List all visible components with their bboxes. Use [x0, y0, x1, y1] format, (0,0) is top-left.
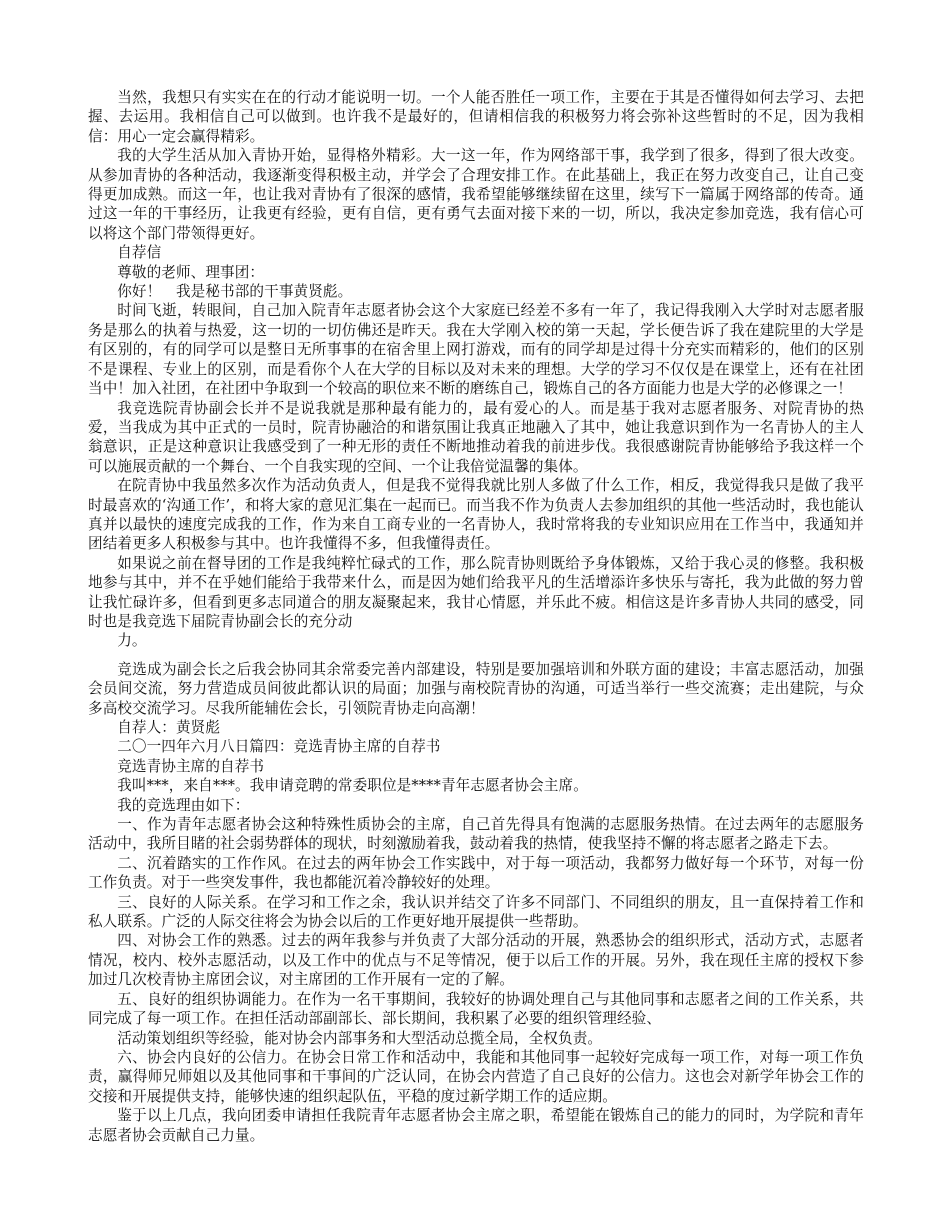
- list-item: 五、良好的组织协调能力。在作为一名干事期间，我较好的协调处理自己与其他同事和志愿者之间的工作关系，共同完成了每一项工作。在担任活动部副部长、部长期间，我积累了必要的组织管理经验、: [88, 990, 864, 1028]
- paragraph: 鉴于以上几点，我向团委申请担任我院青年志愿者协会主席之职，希望能在锻炼自己的能力的同时，为学院和青年志愿者协会贡献自己力量。: [88, 1107, 864, 1144]
- paragraph: 在院青协中我虽然多次作为活动负责人，但是我不觉得我就比别人多做了什么工作，相反，我觉得我只是做了我平时最喜欢的‘沟通工作’，和将大家的意见汇集在一起而已。而当我不作为负责人去参加组织的其他一些活动时，我也能认真并以最快的速度完成我的工作，作为来自工商专业的一名青协人，我时常将我的专业知识应用在工作当中，我通知并团结着更多人积极参与其中。也许我懂得不多，但我懂得责任。: [88, 477, 864, 553]
- paragraph: 我竞选院青协副会长并不是说我就是那种最有能力的，最有爱心的人。而是基于我对志愿者服务、对院青协的热爱，当我成为其中正式的一员时，院青协融洽的和谐氛围让我真正地融入了其中，她让我意识到作为一名青协人的主人翁意识，正是这种意识让我感受到了一种无形的责任不断地推动着我的前进步伐。我很感谢院青协能够给予我这样一个可以施展贡献的一个舞台、一个自我实现的空间、一个让我倍觉温馨的集体。: [88, 399, 864, 475]
- list-item: 一、作为青年志愿者协会这种特殊性质协会的主席，自己首先得具有饱满的志愿服务热情。在过去两年的志愿服务活动中，我所目睹的社会弱势群体的现状，时刻激励着我，鼓动着我的热情，使我坚持不懈的将志愿者之路走下去。: [88, 816, 864, 853]
- list-item: 六、协会内良好的公信力。在协会日常工作和活动中，我能和其他同事一起较好完成每一项工作，对每一项工作负责，赢得师兄师姐以及其他同事和干事间的广泛认同，在协会内营造了自己良好的公信力。这也会对新学年协会工作的交接和开展提供支持，能够快速的组织起队伍，平稳的度过新学期工作的适应期。: [88, 1048, 864, 1105]
- list-item-continuation: 活动策划组织等经验，能对协会内部事务和大型活动总揽全局，全权负责。: [117, 1029, 603, 1047]
- greeting: 你好！ 我是秘书部的干事黄贤彪。: [117, 283, 353, 301]
- paragraph-continuation: 力。: [117, 632, 147, 650]
- salutation: 尊敬的老师、理事团：: [117, 263, 265, 281]
- paragraph: 我的竞选理由如下：: [117, 796, 250, 814]
- signature-line: 自荐人：黄贤彪: [117, 719, 221, 736]
- paragraph: 当然，我想只有实实在在的行动才能说明一切。一个人能否胜任一项工作，主要在于其是否懂得如何去学习、去把握、去运用。我相信自己可以做到。也许我不是最好的，但请相信我的积极努力将会弥补这些暂时的不足，因为我相信：用心一定会赢得精彩。: [88, 89, 864, 145]
- paragraph: 竞选成为副会长之后我会协同其余常委完善内部建设，特别是要加强培训和外联方面的建设；丰富志愿活动，加强会员间交流，努力营造成员间彼此都认识的局面；加强与南校院青协的沟通，可适当举行一些交流赛；走出建院，与众多高校交流学习。尽我所能辅佐会长，引领院青协走向高潮！: [88, 660, 864, 717]
- paragraph: 如果说之前在督导团的工作是我纯粹忙碌式的工作，那么院青协则既给予身体锻炼，又给于我心灵的修整。我积极地参与其中，并不在乎她们能给于我带来什么，而是因为她们给我平凡的生活增添许多快乐与寄托，我为此做的努力曾让我忙碌许多，但看到更多志同道合的朋友凝聚起来，我甘心情愿，并乐此不疲。相信这是许多青协人共同的感受，同时也是我竞选下届院青协副会长的充分动: [88, 554, 864, 630]
- list-item: 四、对协会工作的熟悉。过去的两年我参与并负责了大部分活动的开展，熟悉协会的组织形式，活动方式，志愿者情况，校内、校外志愿活动，以及工作中的优点与不足等情况，便于以后工作的开展。另外，我在现任主席的授权下参加过几次校青协主席团会议，对主席团的工作开展有一定的了解。: [88, 932, 864, 989]
- section-heading: 竞选青协主席的自荐书: [117, 757, 265, 775]
- paragraph: 时间飞逝，转眼间，自己加入院青年志愿者协会这个大家庭已经差不多有一年了，我记得我刚入大学时对志愿者服务是那么的执着与热爱，这一切的一切仿佛还是昨天。我在大学刚入校的第一天起，学长便告诉了我在建院里的大学是有区别的，有的同学可以是整日无所事事的在宿舍里上网打游戏，而有的同学却是过得十分充实而精彩的，他们的区别不是课程、专业上的区别，而是看你个人在大学的目标以及对未来的理想。大学的学习不仅仅是在课堂上，还有在社团当中！加入社团，在社团中争取到一个较高的职位来不断的磨练自己，锻炼自己的各方面能力也是大学的必修课之一！: [88, 302, 864, 398]
- paragraph: 我叫***，来自***。我申请竞聘的常委职位是****青年志愿者协会主席。: [117, 777, 588, 795]
- list-item: 三、良好的人际关系。在学习和工作之余，我认识并结交了许多不同部门、不同组织的朋友，且一直保持着工作和私人联系。广泛的人际交往将会为协会以后的工作更好地开展提供一些帮助。: [88, 893, 864, 931]
- paragraph-gap: [88, 651, 864, 660]
- heading-recommendation-letter: 自荐信: [117, 244, 162, 262]
- paragraph: 我的大学生活从加入青协开始，显得格外精彩。大一这一年，作为网络部干事，我学到了很多，得到了很大改变。从参加青协的各种活动，我逐渐变得积极主动，并学会了合理安排工作。在此基础上，我正在努力改变自己，让自己变得更加成熟。而这一年，也让我对青协有了很深的感情，我希望能够继续留在这里，续写下一篇属于网络部的传奇。通过这一年的干事经历，让我更有经验，更有自信，更有勇气去面对接下来的一切，所以，我决定参加竞选，我有信心可以将这个部门带领得更好。: [88, 147, 864, 242]
- list-item: 二、沉着踏实的工作作风。在过去的两年协会工作实践中，对于每一项活动，我都努力做好每一个环节，对每一份工作负责。对于一些突发事件，我也都能沉着冷静较好的处理。: [88, 854, 864, 892]
- date-and-section-title: 二〇一四年六月八日篇四：竞选青协主席的自荐书: [117, 738, 441, 756]
